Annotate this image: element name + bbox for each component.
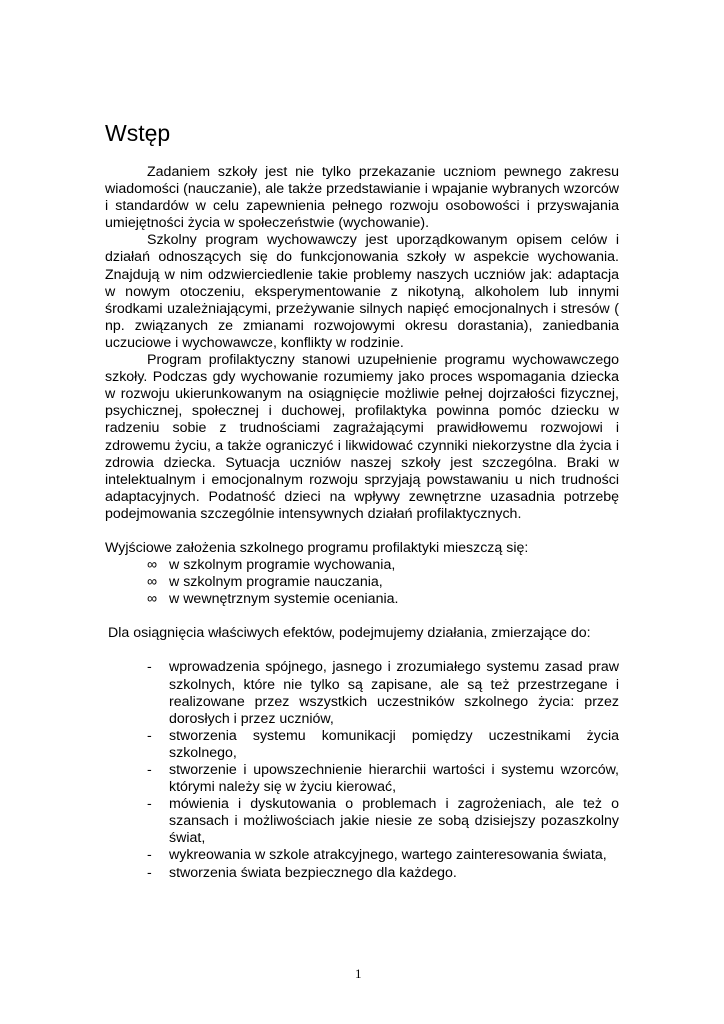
list-item (147, 762, 619, 796)
list-item-text: wprowadzenia spójnego, jasnego i zrozumiałego systemu zasad praw szkolnych, które nie tylko są zapisane, ale są też przestrzegane i realizowane przez wszystkich uczestników szkolnego życia: przez dorosłych i przez uczniów, (169, 659, 619, 727)
list-item (147, 847, 619, 864)
list-item-text: w szkolnym programie wychowania, (169, 557, 396, 574)
infinity-bullet-icon: ∞ (147, 591, 158, 608)
list-item-text: w wewnętrznym systemie oceniania. (169, 591, 399, 608)
infinity-bullet-icon: ∞ (147, 574, 158, 591)
list-item-text: stworzenia systemu komunikacji pomiędzy uczestnikami życia szkolnego, (169, 727, 619, 761)
list-item (147, 865, 619, 882)
dash-bullet-icon: - (147, 727, 152, 744)
paragraph-intro: Zadaniem szkoły jest nie tylko przekazanie uczniom pewnego zakresu wiadomości (nauczanie), ale także przedstawianie i wpajanie wybranych wzorców i standardów w celu zapewnienia pełnego rozwoju osobowości i przyswajania umiejętności życia w społeczeństwie (wychowanie). (105, 164, 619, 232)
list-item (147, 728, 619, 762)
assumptions-intro: Wyjściowe założenia szkolnego programu profilaktyki mieszczą się: (105, 539, 529, 556)
list-item-text: wykreowania w szkole atrakcyjnego, wartego zainteresowania świata, (169, 847, 607, 864)
list-item (147, 557, 619, 574)
document-body (105, 164, 619, 882)
page-number: 1 (355, 966, 362, 981)
assumptions-list (105, 557, 619, 608)
dash-bullet-icon: - (147, 864, 152, 881)
spacer (105, 608, 619, 625)
dash-bullet-icon: - (147, 796, 152, 813)
list-item (147, 591, 619, 608)
dash-bullet-icon: - (147, 762, 152, 778)
dash-bullet-icon: - (147, 847, 152, 864)
list-item (147, 659, 619, 727)
list-item (147, 574, 619, 591)
list-item-text: stworzenia świata bezpiecznego dla każdego. (169, 864, 457, 881)
dash-bullet-icon: - (147, 659, 152, 676)
spacer (105, 523, 619, 540)
list-item-text: mówienia i dyskutowania o problemach i zagrożeniach, ale też o szansach i możliwościach jakie niesie ze sobą dzisiejszy pozaszkolny świat, (169, 796, 619, 847)
list-item-text: stworzenie i upowszechnienie hierarchii wartości i systemu wzorców, którymi należy się w życiu kierować, (169, 762, 619, 796)
list-item-text: w szkolnym programie nauczania, (169, 574, 383, 591)
actions-intro: Dla osiągnięcia właściwych efektów, podejmujemy działania, zmierzające do: (108, 625, 591, 642)
paragraph-prevention-program: Program profilaktyczny stanowi uzupełnienie programu wychowawczego szkoły. Podczas gdy wychowanie rozumiemy jako proces wspomagania dziecka w rozwoju ukierunkowanym na osiągnięcie możliwie pełnej dojrzałości fizycznej, psychicznej, społecznej i duchowej, profilaktyka powinna pomóc dziecku w radzeniu sobie z trudnościami zagrażającymi prawidłowemu rozwojowi i zdrowemu życiu, a także ograniczyć i likwidować czynniki niekorzystne dla życia i zdrowia dziecka. Sytuacja uczniów naszej szkoły jest szczególna. Braki w intelektualnym i emocjonalnym rozwoju sprzyjają powstawaniu u nich trudności adaptacyjnych. Podatność dzieci na wpływy zewnętrzne uzasadnia potrzebę podejmowania szczególnie intensywnych działań profilaktycznych. (105, 352, 619, 522)
list-item (147, 796, 619, 847)
infinity-bullet-icon: ∞ (147, 557, 158, 574)
page-title: Wstęp (105, 120, 171, 146)
paragraph-educational-program: Szkolny program wychowawczy jest uporządkowanym opisem celów i działań odnoszących się do funkcjonowania szkoły w aspekcie wychowania. Znajdują w nim odzwierciedlenie takie problemy naszych uczniów jak: adaptacja w nowym otoczeniu, eksperymentowanie z nikotyną, alkoholem lub innymi środkami uzależniającymi, przeżywanie silnych napięć emocjonalnych i stresów ( np. związanych ze zmianami rozwojowymi okresu dorastania), zaniedbania uczuciowe i wychowawcze, konflikty w rodzinie. (105, 232, 619, 351)
actions-list (105, 659, 619, 881)
spacer (105, 642, 619, 659)
